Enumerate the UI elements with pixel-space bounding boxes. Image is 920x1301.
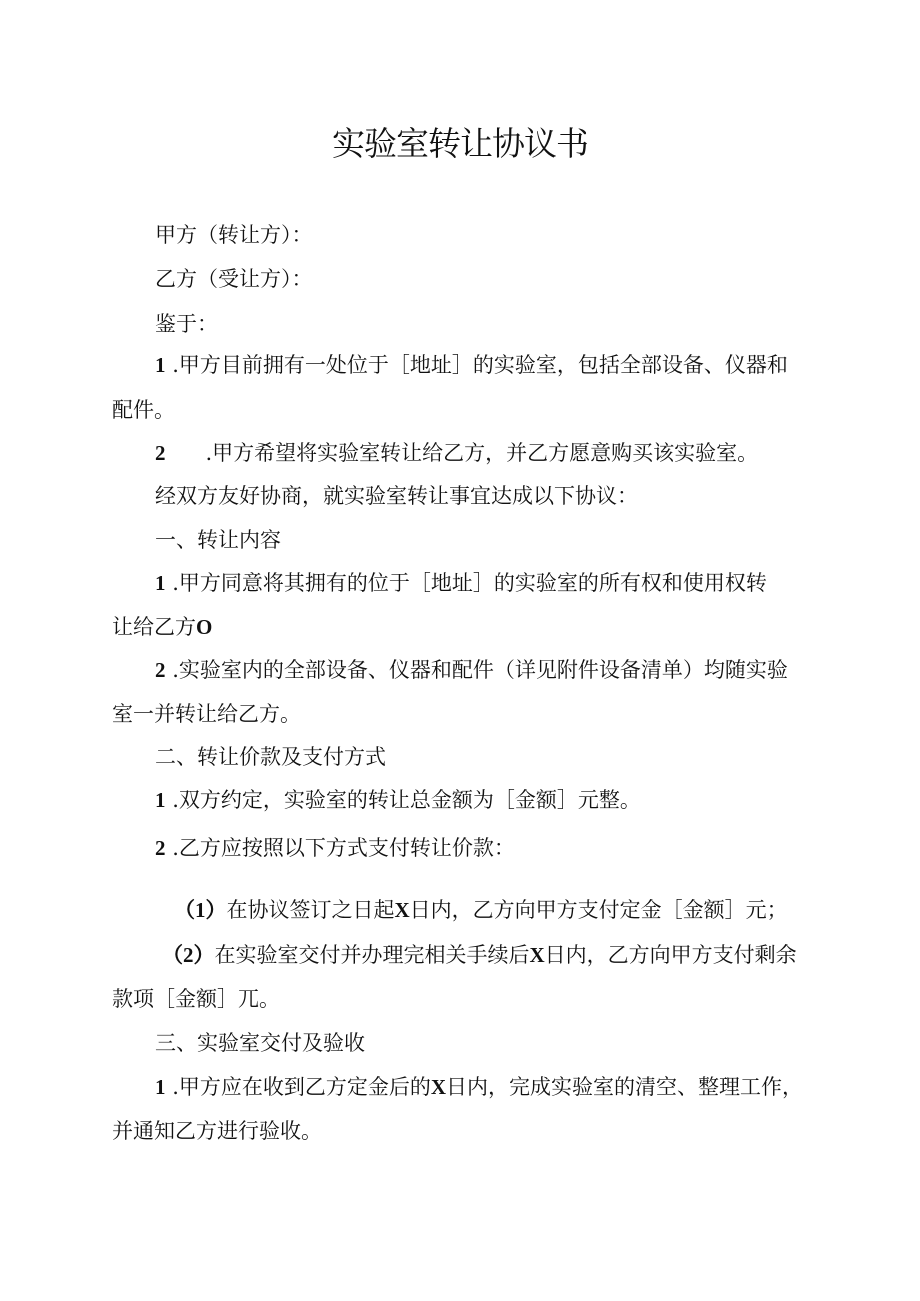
- section-1-item-1: [155, 568, 767, 598]
- item-text: 在实验室交付并办理完相关手续后: [214, 943, 530, 967]
- payment-item-2-continued: 款项［金额］兀。: [112, 987, 280, 1011]
- item-text: 在协议签订之日起: [226, 898, 395, 922]
- item-text: .甲方同意将其拥有的位于［地址］的实验室的所有权和使用权转: [172, 571, 767, 595]
- payment-item-2: [162, 940, 797, 970]
- item-text: .甲方目前拥有一处位于［地址］的实验室，包括全部设备、仪器和: [172, 353, 788, 377]
- item-number: （2）: [162, 943, 215, 967]
- whereas-item-2: [155, 438, 758, 468]
- item-text: 日内，完成实验室的清空、整理工作，: [446, 1075, 804, 1099]
- section-2-item-1: [155, 785, 641, 815]
- whereas-item-1: [155, 350, 788, 380]
- item-number: 2: [155, 441, 166, 465]
- item-text-bold: X: [430, 1075, 447, 1099]
- section-1-item-1-continued: [112, 612, 212, 642]
- agreement-intro: 经双方友好协商，就实验室转让事宜达成以下协议：: [155, 484, 638, 508]
- whereas-item-1-continued: 配件。: [112, 398, 175, 422]
- item-text: .双方约定，实验室的转让总金额为［金额］元整。: [172, 788, 641, 812]
- item-number: （1）: [174, 898, 227, 922]
- item-text: .甲方应在收到乙方定金后的: [172, 1075, 431, 1099]
- item-text-bold: X: [394, 898, 410, 922]
- item-number: 1: [155, 353, 166, 377]
- item-text: .甲方希望将实验室转让给乙方，并乙方愿意购买该实验室。: [205, 441, 759, 465]
- section-1-item-2-continued: 室一并转让给乙方。: [112, 702, 301, 726]
- item-number: 2: [155, 836, 166, 860]
- section-3-heading: 三、实验室交付及验收: [155, 1031, 365, 1055]
- section-3-item-1-continued: 并通知乙方进行验收。: [112, 1119, 322, 1143]
- party-b-line: 乙方（受让方）：: [155, 267, 313, 291]
- section-1-item-2: [155, 655, 788, 685]
- item-number: 1: [155, 788, 166, 812]
- item-text: .实验室内的全部设备、仪器和配件（详见附件设备清单）均随实验: [172, 658, 788, 682]
- section-2-item-2: [155, 833, 515, 863]
- section-1-heading: 一、转让内容: [155, 528, 281, 552]
- document-title: 实验室转让协议书: [332, 124, 588, 163]
- item-text: .乙方应按照以下方式支付转让价款：: [172, 836, 515, 860]
- item-text: 日内，乙方向甲方支付剩余: [544, 943, 797, 967]
- section-2-heading: 二、转让价款及支付方式: [155, 745, 386, 769]
- item-text: 让给乙方: [112, 615, 196, 639]
- item-text-bold: X: [529, 943, 545, 967]
- item-text: 日内，乙方向甲方支付定金［金额］元；: [409, 898, 788, 922]
- party-a-line: 甲方（转让方）：: [155, 223, 313, 247]
- payment-item-1: [174, 895, 788, 925]
- item-number: 2: [155, 658, 166, 682]
- item-number: 1: [155, 571, 166, 595]
- item-number: 1: [155, 1075, 166, 1099]
- whereas-line: 鉴于：: [155, 312, 218, 336]
- section-3-item-1: [155, 1072, 803, 1102]
- item-text-bold: O: [196, 615, 213, 639]
